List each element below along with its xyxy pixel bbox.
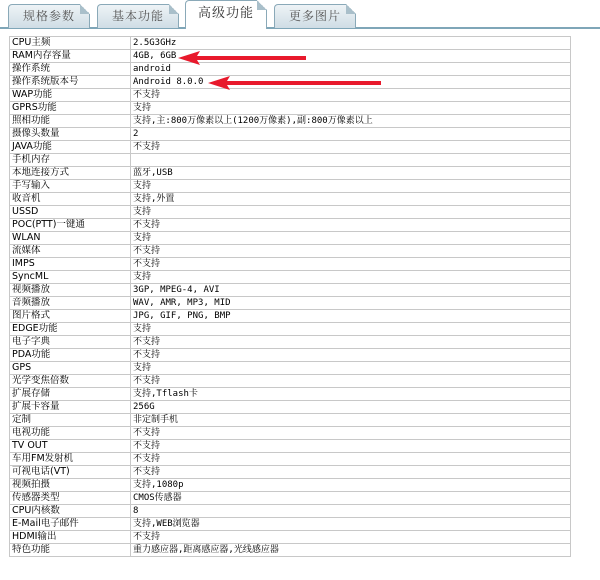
spec-value: 2: [131, 128, 571, 141]
spec-value: 重力感应器,距离感应器,光线感应器: [131, 544, 571, 557]
spec-key: 摄像头数量: [10, 128, 131, 141]
spec-row: [10, 427, 571, 440]
tab-corner-fold: [80, 4, 90, 14]
spec-key: 流媒体: [10, 245, 131, 258]
spec-value: 不支持: [131, 336, 571, 349]
spec-row: [10, 284, 571, 297]
spec-row: [10, 154, 571, 167]
spec-row: [10, 271, 571, 284]
spec-row: [10, 544, 571, 557]
spec-value: 不支持: [131, 258, 571, 271]
spec-row: [10, 219, 571, 232]
spec-key: GPRS功能: [10, 102, 131, 115]
spec-key: 电视功能: [10, 427, 131, 440]
spec-value: 不支持: [131, 531, 571, 544]
spec-row: [10, 141, 571, 154]
spec-key: 特色功能: [10, 544, 131, 557]
tab-corner-fold: [257, 0, 267, 10]
spec-value: 支持,外置: [131, 193, 571, 206]
spec-value: 支持: [131, 323, 571, 336]
spec-key: E-Mail电子邮件: [10, 518, 131, 531]
spec-value: 8: [131, 505, 571, 518]
tab-specs[interactable]: [8, 4, 90, 28]
red-arrow-icon: [178, 49, 308, 67]
spec-value: 支持,WEB浏览器: [131, 518, 571, 531]
spec-key: 扩展存储: [10, 388, 131, 401]
spec-value: CMOS传感器: [131, 492, 571, 505]
spec-key: 操作系统: [10, 63, 131, 76]
tab-label: 更多图片: [288, 9, 341, 23]
spec-key: 视频播放: [10, 284, 131, 297]
spec-value: 不支持: [131, 141, 571, 154]
spec-row: [10, 167, 571, 180]
spec-value: 支持: [131, 102, 571, 115]
spec-key: 可视电话(VT): [10, 466, 131, 479]
spec-key: CPU主频: [10, 37, 131, 50]
spec-table: [9, 36, 571, 557]
spec-value: 支持,1080p: [131, 479, 571, 492]
spec-value: 非定制手机: [131, 414, 571, 427]
spec-row: [10, 492, 571, 505]
spec-key: 手机内存: [10, 154, 131, 167]
spec-row: [10, 388, 571, 401]
spec-key: WLAN: [10, 232, 131, 245]
spec-key: 视频拍摄: [10, 479, 131, 492]
spec-value: 2.5G3GHz: [131, 37, 571, 50]
spec-key: 音频播放: [10, 297, 131, 310]
spec-key: 收音机: [10, 193, 131, 206]
spec-value: WAV, AMR, MP3, MID: [131, 297, 571, 310]
spec-row: [10, 323, 571, 336]
spec-key: JAVA功能: [10, 141, 131, 154]
spec-value: 支持,主:800万像素以上(1200万像素),副:800万像素以上: [131, 115, 571, 128]
spec-value: 256G: [131, 401, 571, 414]
spec-value: 3GP, MPEG-4, AVI: [131, 284, 571, 297]
spec-key: PDA功能: [10, 349, 131, 362]
spec-value: 4GB, 6GB: [131, 50, 571, 63]
spec-key: TV OUT: [10, 440, 131, 453]
spec-key: WAP功能: [10, 89, 131, 102]
spec-value: 支持: [131, 206, 571, 219]
spec-key: HDMI输出: [10, 531, 131, 544]
tab-bar: [0, 0, 600, 30]
spec-row: [10, 297, 571, 310]
spec-row: [10, 128, 571, 141]
spec-row: [10, 206, 571, 219]
spec-value: JPG, GIF, PNG, BMP: [131, 310, 571, 323]
spec-row: [10, 193, 571, 206]
spec-row: [10, 375, 571, 388]
spec-value: Android 8.0.0: [131, 76, 571, 89]
spec-key: 操作系统版本号: [10, 76, 131, 89]
tab-label: 规格参数: [22, 9, 75, 23]
spec-key: EDGE功能: [10, 323, 131, 336]
spec-row: [10, 505, 571, 518]
spec-value: 支持: [131, 271, 571, 284]
spec-row: [10, 115, 571, 128]
spec-value: android: [131, 63, 571, 76]
spec-row: [10, 245, 571, 258]
tab-advanced-functions[interactable]: [185, 0, 267, 29]
spec-row: [10, 518, 571, 531]
spec-value: 不支持: [131, 245, 571, 258]
spec-key: USSD: [10, 206, 131, 219]
tab-corner-fold: [169, 4, 179, 14]
spec-key: 光学变焦倍数: [10, 375, 131, 388]
spec-value: 不支持: [131, 453, 571, 466]
spec-value: 不支持: [131, 349, 571, 362]
spec-key: 手写输入: [10, 180, 131, 193]
spec-value: [131, 154, 571, 167]
spec-key: POC(PTT)一键通: [10, 219, 131, 232]
spec-key: 扩展卡容量: [10, 401, 131, 414]
spec-row: [10, 479, 571, 492]
spec-value: 支持: [131, 362, 571, 375]
spec-key: IMPS: [10, 258, 131, 271]
spec-value: 不支持: [131, 466, 571, 479]
spec-key: 定制: [10, 414, 131, 427]
spec-value: 不支持: [131, 440, 571, 453]
spec-value: 不支持: [131, 427, 571, 440]
spec-key: 传感器类型: [10, 492, 131, 505]
spec-row: [10, 310, 571, 323]
spec-key: 照相功能: [10, 115, 131, 128]
spec-value: 不支持: [131, 375, 571, 388]
spec-row: [10, 362, 571, 375]
tab-label: 基本功能: [111, 9, 164, 23]
tab-corner-fold: [346, 4, 356, 14]
spec-row: [10, 453, 571, 466]
spec-row: [10, 414, 571, 427]
tab-label: 高级功能: [197, 6, 254, 21]
spec-table-body: [10, 37, 571, 557]
spec-row: [10, 531, 571, 544]
tab-basic-functions[interactable]: [97, 4, 179, 28]
spec-value: 支持: [131, 232, 571, 245]
spec-row: [10, 349, 571, 362]
spec-value: 不支持: [131, 89, 571, 102]
spec-row: [10, 102, 571, 115]
spec-row: [10, 258, 571, 271]
spec-value: 不支持: [131, 219, 571, 232]
spec-key: 电子字典: [10, 336, 131, 349]
spec-value: 支持: [131, 180, 571, 193]
spec-key: CPU内核数: [10, 505, 131, 518]
spec-row: [10, 232, 571, 245]
spec-row: [10, 466, 571, 479]
spec-key: 本地连接方式: [10, 167, 131, 180]
spec-key: 图片格式: [10, 310, 131, 323]
spec-value: 蓝牙,USB: [131, 167, 571, 180]
tab-more-images[interactable]: [274, 4, 356, 28]
red-arrow-icon: [208, 74, 383, 92]
spec-row: [10, 37, 571, 50]
spec-key: 车用FM发射机: [10, 453, 131, 466]
spec-row: [10, 180, 571, 193]
spec-value: 支持,Tflash卡: [131, 388, 571, 401]
spec-row: [10, 336, 571, 349]
spec-key: GPS: [10, 362, 131, 375]
spec-row: [10, 401, 571, 414]
spec-key: SyncML: [10, 271, 131, 284]
spec-row: [10, 440, 571, 453]
spec-key: RAM内存容量: [10, 50, 131, 63]
